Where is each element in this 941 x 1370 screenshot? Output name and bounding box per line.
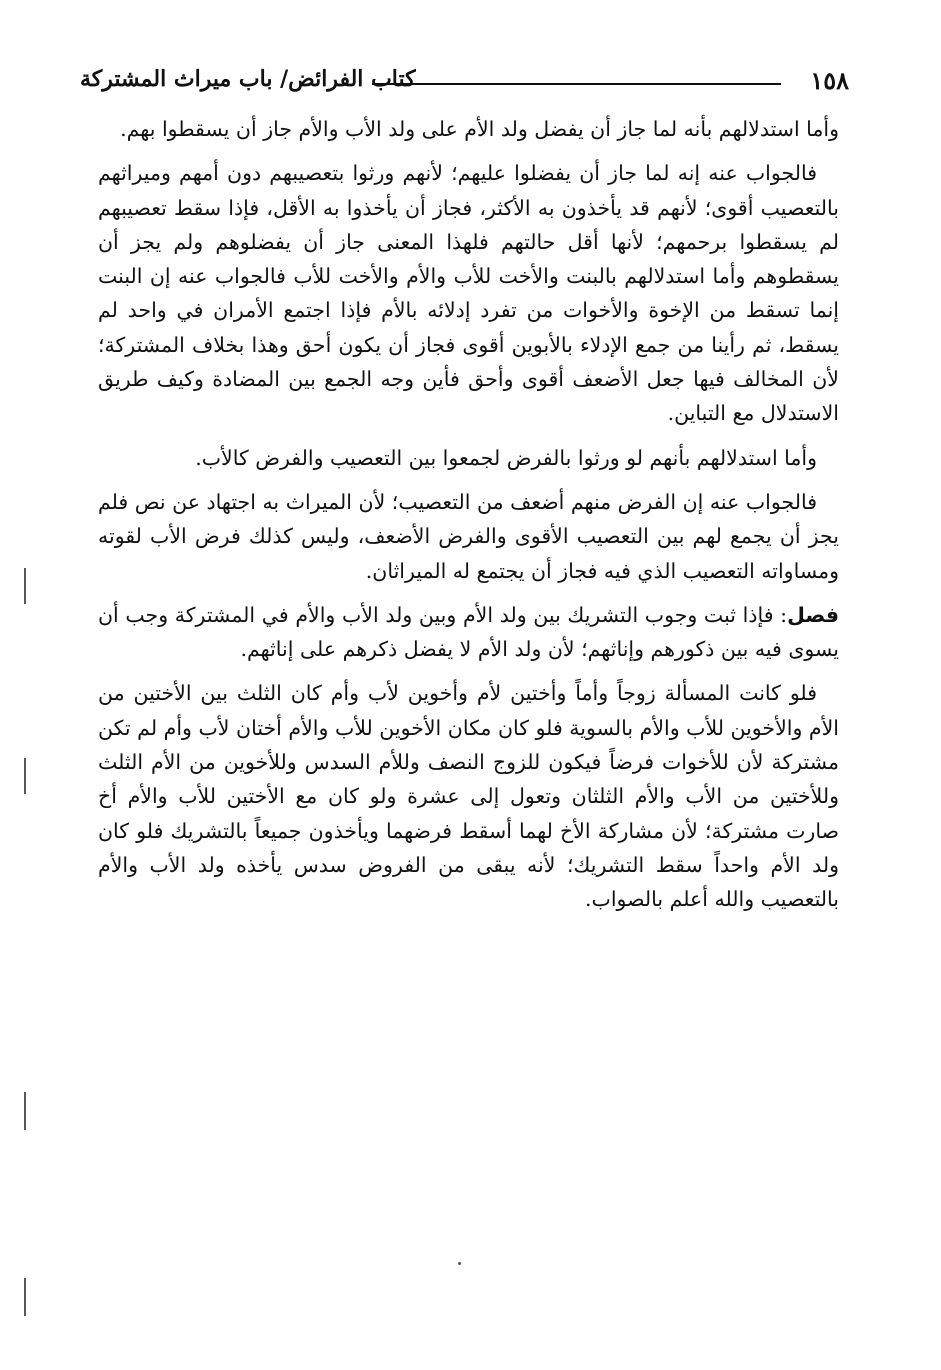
header-rule <box>372 83 781 85</box>
page-number: ١٥٨ <box>810 66 849 95</box>
paragraph: وأما استدلالهم بأنه لما جاز أن يفضل ولد الأم على ولد الأب والأم جاز أن يسقطوا بهم. <box>120 117 839 141</box>
chapter-title: كتاب الفرائض/ باب ميراث المشتركة <box>80 66 416 92</box>
scan-speck <box>458 1262 461 1265</box>
paragraph: فالجواب عنه إنه لما جاز أن يفضلوا عليهم؛ لأنهم ورثوا بتعصيبهم دون أمهم وميراثهم بالتعصيب أقوى؛ لأنهم قد يأخذون به الأكثر، فجاز أن يأخذوا به الأقل، فإذا سقط تعصيبهم لم يسقطوا برحمهم؛ لأنها أقل حالتهم فلهذا المعنى جاز أن يفضلوهم ولم يجز أن يسقطوهم وأما استدلالهم بالبنت والأخت للأب والأم والأخت للأب فالجواب عنه إن البنت إنما تسقط من الإخوة والأخوات من تفرد إدلائه بالأم فإذا اجتمع الأمران في واحد لم يسقط، ثم رأينا من جمع الإدلاء بالأبوين أقوى فجاز أن يكون أحق وهذا بخلاف المشتركة؛ لأن المخالف فيها جعل الأضعف أقوى وأحق فأين وجه الجمع بين المضادة وكيف طريق الاستدلال مع التباين. <box>98 161 839 426</box>
paragraph-fasl <box>98 598 839 667</box>
running-header <box>80 62 849 98</box>
section-marker: فصل <box>787 602 839 627</box>
paragraph: فالجواب عنه إن الفرض منهم أضعف من التعصيب؛ لأن الميراث به اجتهاد عن نص فلم يجز أن يجمع لهم بين التعصيب الأقوى والفرض الأضعف، وليس كذلك فرض الأب لقوته ومساواته التعصيب الذي فيه فجاز أن يجتمع له الميراثان. <box>98 489 839 583</box>
paragraph-text: : فإذا ثبت وجوب التشريك بين ولد الأم وبين ولد الأب والأم في المشتركة وجب أن يسوى فيه بين ذكورهم وإناثهم؛ لأن ولد الأم لا يفضل ذكرهم على إناثهم. <box>98 602 839 662</box>
scan-artifact-line <box>24 758 26 794</box>
paragraph: وأما استدلالهم بأنهم لو ورثوا بالفرض لجمعوا بين التعصيب والفرض كالأب. <box>195 445 817 470</box>
scan-artifact-line <box>24 1092 26 1130</box>
scan-artifact-line <box>24 1278 26 1316</box>
scan-artifact-line <box>24 568 26 604</box>
page-body <box>98 112 839 927</box>
paragraph: فلو كانت المسألة زوجاً وأماً وأختين لأم وأخوين لأب وأم كان الثلث بين الأختين من الأم والأخوين للأب والأم بالسوية فلو كان مكان الأخوين للأب والأم أختان لأب وأم لم تكن مشتركة لأن للأخوات فرضاً فيكون للزوج النصف وللأم السدس وللأخوين من الأم الثلث وللأختين من الأب والأم الثلثان وتعول إلى عشرة ولو كان مع الأختين للأب والأم أخ صارت مشتركة؛ لأن مشاركة الأخ لهما أسقط فرضهما ويأخذون جميعاً بالتشريك فلو كان ولد الأم واحداً سقط التشريك؛ لأنه يبقى من الفروض سدس يأخذه ولد الأب والأم بالتعصيب والله أعلم بالصواب. <box>98 681 839 912</box>
